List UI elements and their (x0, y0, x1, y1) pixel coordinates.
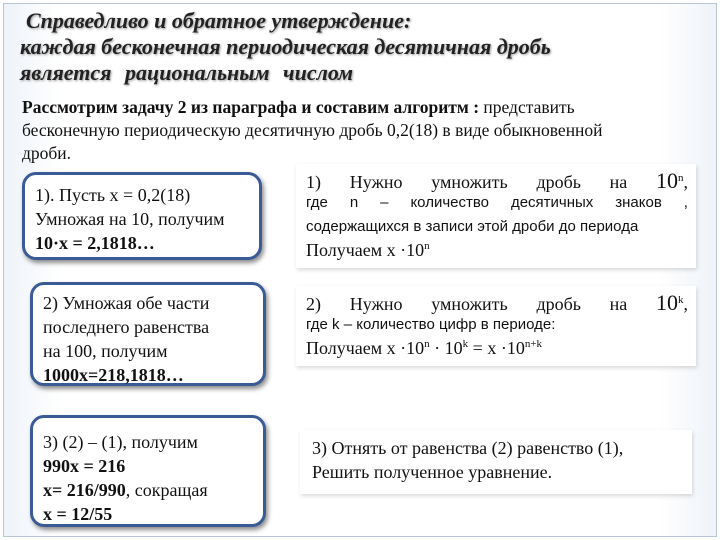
box3-line-3 (43, 478, 253, 502)
box2-line-2: последнего равенства (43, 317, 210, 337)
box2-line-3: на 100, получим (43, 341, 168, 361)
step-box-3 (30, 415, 266, 527)
algorithm-step-3 (300, 430, 692, 494)
box3-line-4: x = 12/55 (43, 504, 113, 524)
step3-line-2: Решить полученное уравнение. (312, 462, 553, 482)
title-line-1: Справедливо и обратное утверждение: (26, 8, 412, 33)
step-box-1 (22, 172, 262, 260)
slide-title (20, 8, 706, 86)
intro-rest: представить (479, 97, 575, 117)
box3-line-3-rest: , сокращая (125, 480, 208, 500)
step2-line-2: где k – количество цифр в периоде: (306, 316, 556, 333)
step1-word: умножить (431, 172, 508, 192)
algorithm-step-1 (296, 164, 696, 268)
step1-word: 1) (306, 172, 321, 192)
step3-line-1: 3) Отнять от равенства (2) равенство (1), (312, 438, 624, 458)
step-box-2 (30, 282, 266, 386)
step1-line-3: содержащихся в записи этой дроби до периода (306, 218, 639, 235)
step2-line-1: 2) Нужно умножить дробь на 10$^k$, (306, 290, 688, 315)
box3-line-3-bold: x= 216/990 (43, 480, 126, 500)
algorithm-step-2 (296, 286, 696, 366)
intro-paragraph (22, 96, 690, 165)
box2-line-4: 1000x=218,1818… (43, 365, 184, 385)
step1-word: Нужно (349, 172, 403, 192)
intro-line-3: дроби. (22, 143, 72, 163)
intro-line-2: бесконечную периодическую десятичную дробь 0,2(18) в виде обыкновенной (22, 120, 603, 140)
title-line-3: является рациональным числом (20, 60, 354, 85)
box3-line-2: 990x = 216 (43, 456, 126, 476)
intro-bold: Рассмотрим задачу 2 из параграфа и составим алгоритм : (22, 97, 480, 117)
box1-line-3: 10·x = 2,1818… (35, 233, 155, 253)
step1-word: на (609, 172, 628, 192)
step2-power: 10$^k$, (656, 290, 688, 315)
step2-line-3: Получаем $x \cdot 10^n \cdot 10^k = x \cdot 10^{n+k}$ (306, 338, 543, 358)
box2-line-1: 2) Умножая обе части (43, 293, 210, 313)
box1-line-1: 1). Пусть x = 0,2(18) (35, 185, 191, 205)
step1-power: 10$^n$, (656, 168, 688, 193)
step1-line-4: Получаем $x \cdot 10^n$ (306, 240, 430, 260)
step1-line-1 (306, 170, 688, 193)
box1-line-2: Умножая на 10, получим (35, 209, 225, 229)
step1-line-2: где n – количество десятичных знаков , (306, 194, 688, 211)
title-line-2: каждая бесконечная периодическая десятичная дробь (20, 34, 551, 59)
box3-line-1: 3) (2) – (1), получим (43, 432, 198, 452)
step1-word: дробь (536, 172, 581, 192)
